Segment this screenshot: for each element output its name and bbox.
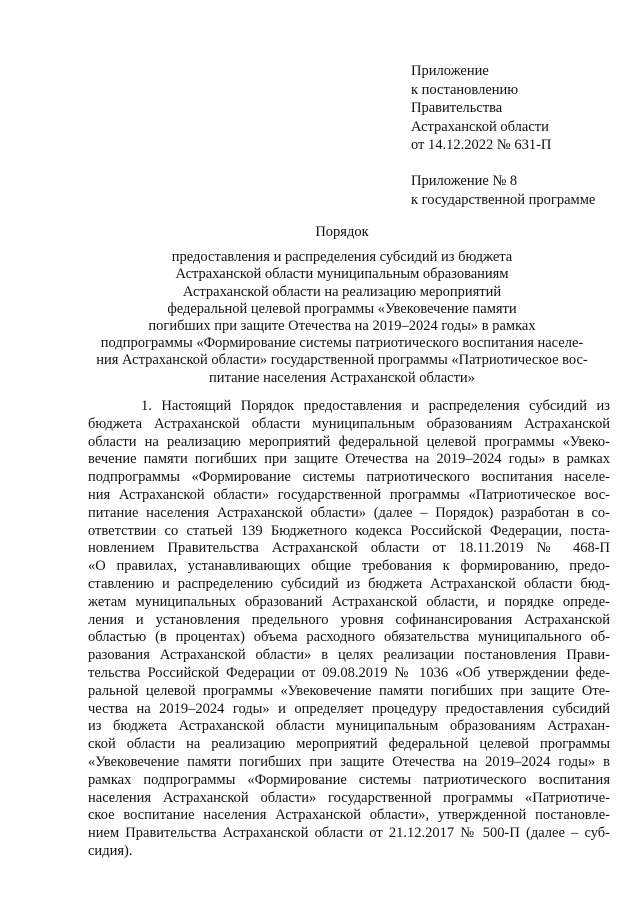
title-line: подпрограммы «Формирование системы патриотического воспитания населе- [100, 335, 584, 352]
body-line: нием Правительства Астраханской области от 21.12.2017 № 500-П (далее – суб- [88, 825, 610, 842]
title-line: предоставления и распределения субсидий из бюджета [171, 249, 513, 266]
body-line: ления и установления предельного уровня софинансирования Астраханской [88, 611, 610, 628]
attachment-line: Приложение [411, 63, 489, 79]
body-line: вечение памяти погибших при защите Отечества на 2019–2024 годы» в рамках [88, 451, 610, 468]
body-line: ния Астраханской области» государственной программы «Патриотическое вос- [88, 486, 610, 503]
paragraph-1 [88, 398, 610, 861]
body-line: чества на 2019–2024 годы» и определяет процедуру предоставления субсидий [88, 700, 610, 717]
body-line: ской области на реализацию мероприятий федеральной целевой программы [88, 736, 610, 753]
body-line: бюджета Астраханской области муниципальным образованиям Астраханской [88, 415, 610, 432]
body-line: 1. Настоящий Порядок предоставления и распределения субсидий из [141, 398, 610, 414]
title-line: погибших при защите Отечества на 2019–2024 годы» в рамках [148, 318, 536, 335]
body-line: ответствии со статьей 139 Бюджетного кодекса Российской Федерации, поста- [88, 522, 610, 539]
attachment-block [411, 62, 621, 209]
body-line: ральной целевой программы «Увековечение памяти погибших при защите Оте- [88, 682, 610, 699]
body-line: из бюджета Астраханской области муниципальным образованиям Астрахан- [88, 718, 610, 735]
body-line: рамках подпрограммы «Формирование системы патриотического воспитания [88, 771, 610, 788]
body-line: областью (в процентах) объема расходного обязательства муниципального об- [88, 629, 610, 646]
appendix-line: к государственной программе [411, 191, 596, 208]
body-line: тельства Российской Федерации от 09.08.2019 № 1036 «Об утверждении феде- [88, 664, 610, 681]
body-line: ское воспитание населения Астраханской области», утвержденной постановле- [88, 807, 610, 824]
body-line: разования Астраханской области» в целях реализации постановления Прави- [88, 647, 610, 664]
title-line: питание населения Астраханской области» [209, 369, 475, 386]
attachment-line: Астраханской области [411, 118, 549, 135]
body-line: сидия). [88, 842, 133, 859]
attachment-line: к постановлению [411, 81, 519, 98]
title-heading: Порядок [315, 224, 369, 240]
body-line: жетам муниципальных образований Астраханской области, и порядке опреде- [88, 593, 610, 610]
body-line: населения Астраханской области» государственной программы «Патриотиче- [88, 789, 610, 806]
body-line: «О правилах, устанавливающих общие требования к формированию, предо- [88, 558, 610, 575]
body-line: области на реализацию мероприятий федеральной целевой программы «Увеко- [88, 433, 610, 450]
body-line: новлением Правительства Астраханской области от 18.11.2019 № 468-П [88, 540, 610, 557]
title-line: ния Астраханской области» государственной программы «Патриотическое вос- [96, 352, 588, 369]
title-line: федеральной целевой программы «Увековечение памяти [167, 300, 517, 317]
document-title [78, 224, 606, 387]
body-line: «Увековечение памяти погибших при защите Отечества на 2019–2024 годы» в [88, 753, 610, 770]
body-line: ставлению и распределению субсидий из бюджета Астраханской области бюд- [88, 575, 610, 592]
title-line: Астраханской области муниципальным образованиям [175, 266, 509, 283]
body-line: питание населения Астраханской области» (далее – Порядок) разработан в со- [88, 504, 610, 521]
title-line: Астраханской области на реализацию мероприятий [182, 283, 502, 300]
attachment-line: Правительства [411, 100, 503, 117]
body-line: подпрограммы «Формирование системы патриотического воспитания населе- [88, 469, 610, 486]
attachment-line: от 14.12.2022 № 631-П [411, 137, 552, 154]
spacer [78, 241, 606, 249]
appendix-line: Приложение № 8 [411, 172, 518, 189]
spacer [411, 155, 621, 172]
